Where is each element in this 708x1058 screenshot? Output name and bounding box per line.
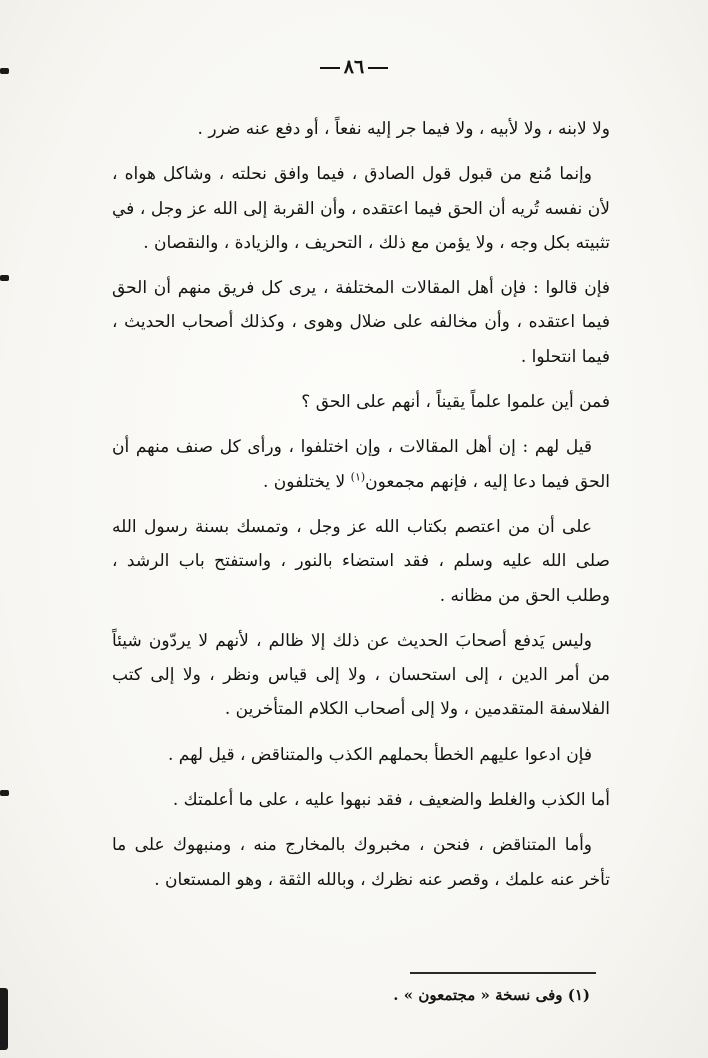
footnote-reference: (١) xyxy=(350,470,366,484)
paragraph-text-after: لا يختلفون . xyxy=(263,471,351,492)
scan-edge-mark xyxy=(0,988,8,1050)
paragraph: فإن ادعوا عليهم الخطأ بحملهم الكذب والمتناقض ، قيل لهم . xyxy=(167,744,592,765)
page-number xyxy=(0,56,708,78)
paragraph-text: قيل لهم : إن أهل المقالات ، وإن اختلفوا ، ورأى كل صنف منهم أن الحق فيما دعا إليه ، فإنهم مجمعون xyxy=(112,437,610,492)
scan-edge-mark xyxy=(0,790,9,796)
paragraph: وإنما مُنع من قبول قول الصادق ، فيما وافق نحلته ، وشاكل هواه ، لأن نفسه تُريه أن الحق فيما اعتقده ، وأن القربة إلى الله عز وجل ، في تثبيته بكل وجه ، ولا يؤمن مع ذلك ، التحريف ، والزيادة ، والنقصان . xyxy=(112,164,610,253)
page-number-dash xyxy=(368,67,388,69)
paragraph: وأما المتناقض ، فنحن ، مخبروك بالمخارج منه ، ومنبهوك على ما تأخر عنه علمك ، وقصر عنه نظرك ، وبالله الثقة ، وهو المستعان . xyxy=(112,835,610,890)
paragraph: فإن قالوا : فإن أهل المقالات المختلفة ، يرى كل فريق منهم أن الحق فيما اعتقده ، وأن مخالفه على ضلال وهوى ، وكذلك أصحاب الحديث ، فيما انتحلوا . xyxy=(112,278,610,367)
paragraph-with-footnote-ref xyxy=(112,430,610,499)
paragraph: ولا لابنه ، ولا لأبيه ، ولا فيما جر إليه نفعاً ، أو دفع عنه ضرر . xyxy=(197,119,610,139)
paragraph: وليس يَدفع أصحابَ الحديث عن ذلك إلا ظالم ، لأنهم لا يردّون شيئاً من أمر الدين ، إلى استحسان ، ولا إلى قياس ونظر ، ولا إلى كتب الفلاسفة المتقدمين ، ولا إلى أصحاب الكلام المتأخرين . xyxy=(112,630,610,720)
page-number-dash xyxy=(320,67,340,69)
main-text xyxy=(112,112,610,908)
paragraph: على أن من اعتصم بكتاب الله عز وجل ، وتمسك بسنة رسول الله صلى الله عليه وسلم ، فقد استضاء بالنور ، واستفتح باب الرشد ، وطلب الحق من مظانه . xyxy=(112,516,610,606)
footnote-separator xyxy=(410,972,596,974)
scan-edge-mark xyxy=(0,275,9,281)
page-number-text: ٨٦ xyxy=(343,56,365,78)
paragraph: أما الكذب والغلط والضعيف ، فقد نبهوا عليه ، على ما أعلمتك . xyxy=(172,790,610,811)
footnote: (١) وفى نسخة « مجتمعون » . xyxy=(393,986,590,1004)
paragraph: فمن أين علموا علماً يقيناً ، أنهم على الحق ؟ xyxy=(301,392,610,413)
